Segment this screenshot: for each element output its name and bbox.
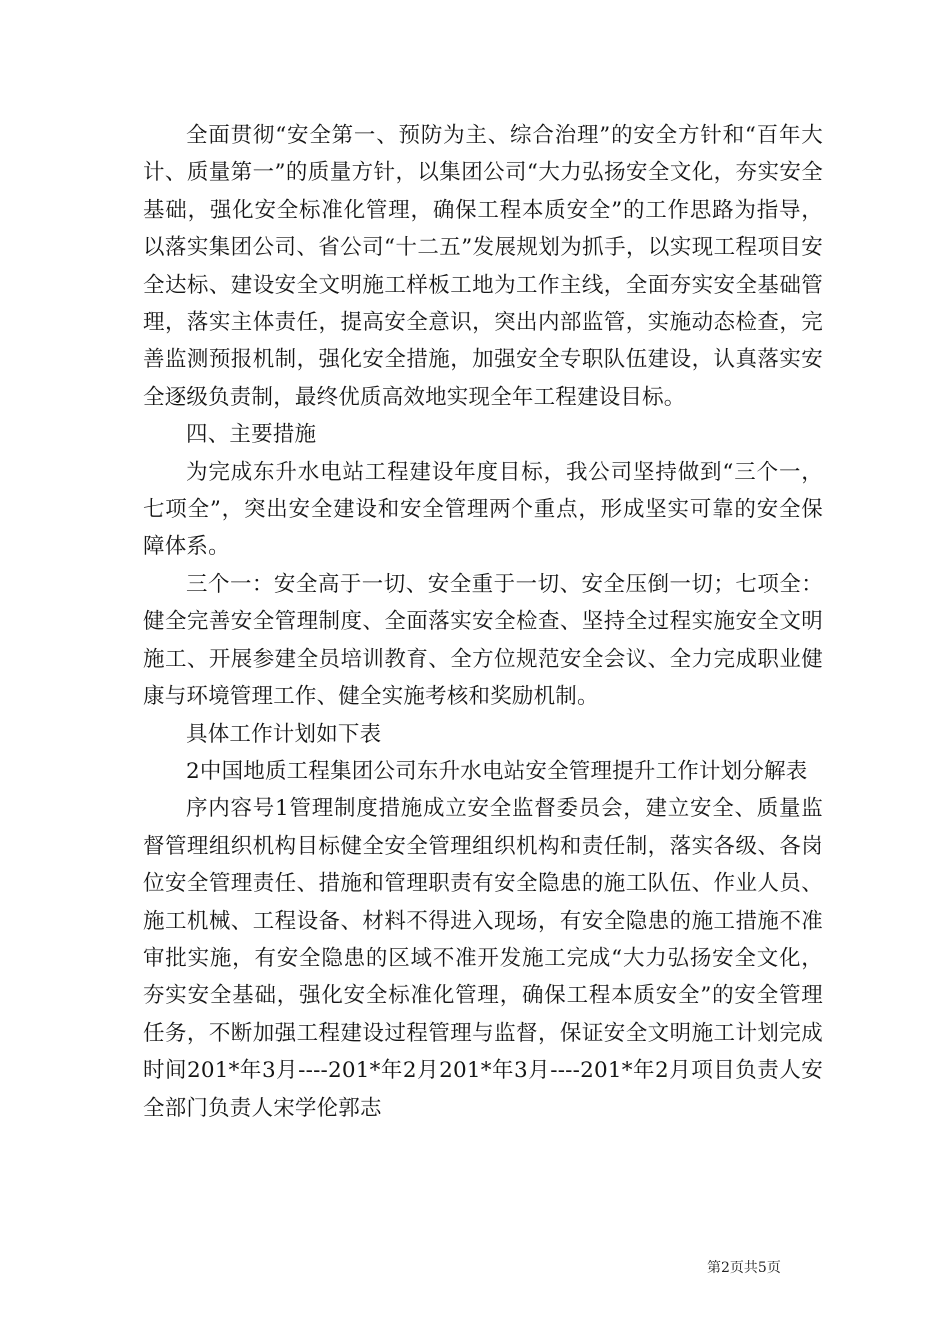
paragraph-table-content: 序内容号1管理制度措施成立安全监督委员会，建立安全、质量监督管理组织机构目标健全安全管理组织机构和责任制，落实各级、各岗位安全管理责任、措施和管理职责有安全隐患的施工队伍、作业人员、施工机械、工程设备、材料不得进入现场，有安全隐患的施工措施不准审批实施，有安全隐患的区域不准开发施工完成“大力弘扬安全文化，夯实安全基础，强化安全标准化管理，确保工程本质安全”的安全管理任务，不断加强工程建设过程管理与监督，保证安全文明施工计划完成时间201*年3月----201*年2月201*年3月----201*年2月项目负责人安全部门负责人宋学伦郭志 [143,796,823,1121]
section-heading-main-measures: 四、主要措施 [186,422,317,448]
paragraph-table-title: 2中国地质工程集团公司东升水电站安全管理提升工作计划分解表 [186,758,808,784]
paragraph-three-one-seven-all: 三个一：安全高于一切、安全重于一切、安全压倒一切；七项全：健全完善安全管理制度、全面落实安全检查、坚持全过程实施安全文明施工、开展参建全员培训教育、全方位规范安全会议、全力完成职业健康与环境管理工作、健全实施考核和奖励机制。 [143,571,823,710]
page-number-footer: 第2页共5页 [707,1260,781,1276]
paragraph-guiding-principles: 全面贯彻“安全第一、预防为主、综合治理”的安全方针和“百年大计、质量第一”的质量方针，以集团公司“大力弘扬安全文化，夯实安全基础，强化安全标准化管理，确保工程本质安全”的工作思路为指导，以落实集团公司、省公司“十二五”发展规划为抓手，以实现工程项目安全达标、建设安全文明施工样板工地为工作主线，全面夯实安全基础管理，落实主体责任，提高安全意识，突出内部监管，实施动态检查，完善监测预报机制，强化安全措施，加强安全专职队伍建设，认真落实安全逐级负责制，最终优质高效地实现全年工程建设目标。 [143,123,823,410]
paragraph-annual-goal: 为完成东升水电站工程建设年度目标，我公司坚持做到“三个一，七项全”，突出安全建设和安全管理两个重点，形成坚实可靠的安全保障体系。 [143,459,823,560]
paragraph-plan-intro: 具体工作计划如下表 [186,721,382,747]
document-body [143,117,823,1127]
